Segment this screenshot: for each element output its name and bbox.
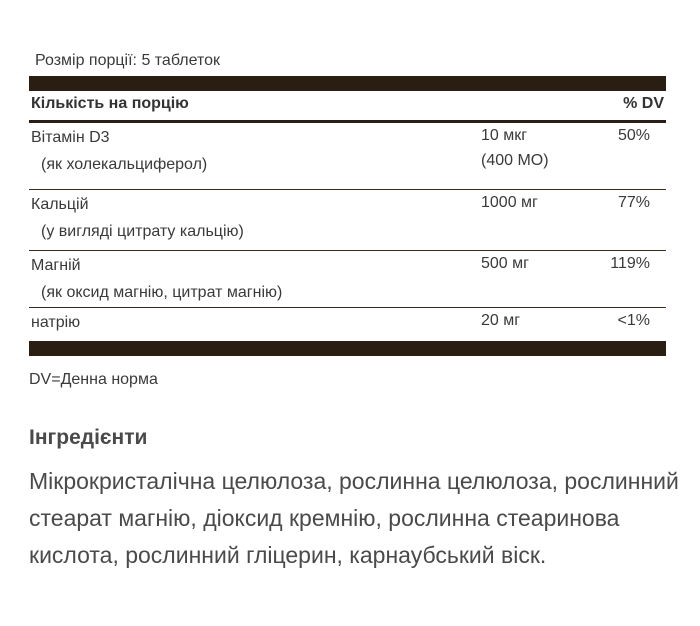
nutrient-name: натрію: [31, 314, 81, 331]
dv-footnote: DV=Денна норма: [29, 371, 158, 388]
nutrient-amount: 20 мг: [481, 312, 521, 329]
nutrient-amount: 10 мкг: [481, 127, 528, 144]
top-thick-divider: [29, 76, 666, 91]
table-row: [29, 190, 666, 251]
ingredients-text: Мікрокристалічна целюлоза, рослинна целюлоза, рослинний стеарат магнію, діоксид кремнію, рослинна стеаринова кислота, рослинний гліцерин, карнаубський віск.: [29, 468, 679, 568]
nutrient-source: (у вигляді цитрату кальцію): [41, 223, 244, 240]
ingredients-heading: Інгредієнти: [29, 426, 148, 449]
serving-size: Розмір порції: 5 таблеток: [35, 52, 221, 69]
bottom-thick-divider: [29, 341, 666, 356]
nutrient-amount: 500 мг: [481, 255, 529, 272]
nutrient-source: (як холекальциферол): [41, 156, 208, 173]
table-row: [29, 251, 666, 308]
amount-per-serving-heading: Кількість на порцію: [31, 95, 189, 112]
nutrient-dv: 77%: [617, 194, 650, 211]
nutrient-name: Вітамін D3: [31, 129, 110, 146]
table-header: [29, 92, 666, 123]
table-row: [29, 308, 666, 340]
nutrient-name: Магній: [31, 257, 81, 274]
nutrient-dv: <1%: [617, 312, 650, 329]
dv-heading: % DV: [623, 95, 664, 112]
nutrient-source: (як оксид магнію, цитрат магнію): [41, 284, 283, 301]
nutrient-amount: 1000 мг: [481, 194, 538, 211]
nutrient-name: Кальцій: [31, 196, 89, 213]
table-row: [29, 123, 666, 190]
nutrient-dv: 119%: [610, 255, 650, 272]
nutrient-amount-alt: (400 МО): [481, 152, 549, 169]
nutrient-dv: 50%: [617, 127, 650, 144]
